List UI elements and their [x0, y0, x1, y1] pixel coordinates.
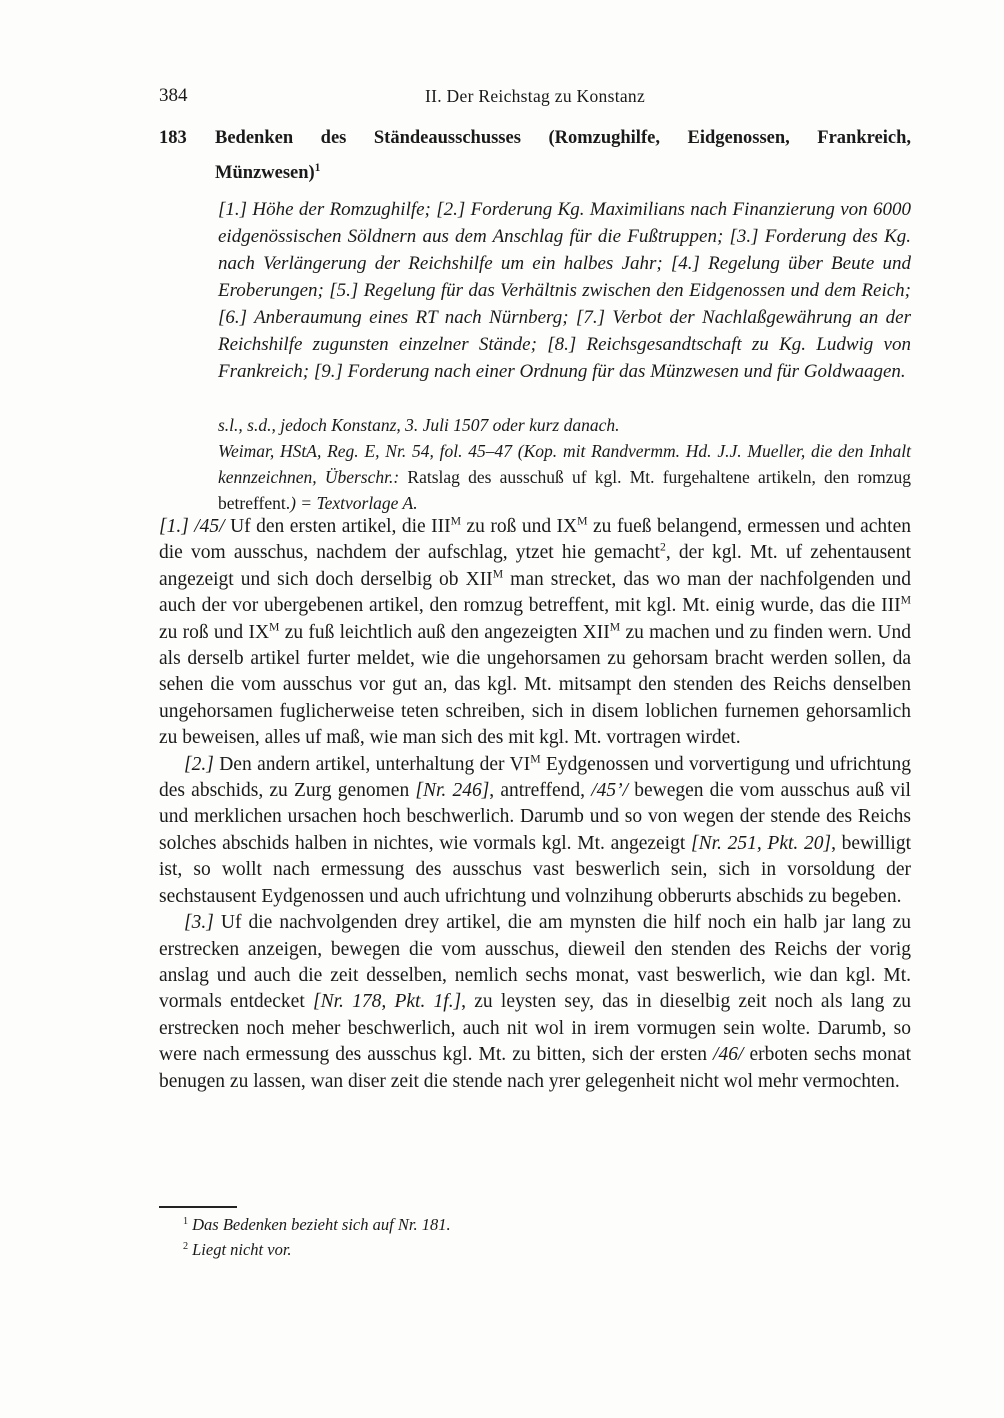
text-run: bewegen die vom ausschus auß vil und merklichen ursachen hoch beschwerlich. Darumb und so von wegen der stende des Reichs solches abschids halben in nichtes, wie vormals kgl. Mt. angezeigt — [159, 780, 911, 854]
text-run: [2.] — [184, 753, 220, 775]
source-note — [218, 412, 911, 516]
article-number: 183 — [159, 128, 187, 148]
text-run: [Nr. 251, Pkt. 20] — [690, 832, 832, 854]
superscript-run: M — [492, 567, 504, 581]
text-run: Uf die nachvolgenden drey artikel, die am mynsten die hilf noch ein halb jar lang zu erstrecken anzeigen, bewegen die vom ausschus, dieweil den stenden des Reichs der vorig anslag und auch die zeit desselben, nemlich sechs monat, vast beswerlich, wie dan kgl. Mt. vormals entdecket — [159, 912, 911, 1013]
article-heading — [159, 123, 911, 188]
superscript-run: M — [609, 620, 621, 634]
source-para2 — [218, 438, 911, 516]
text-run: zu machen und zu finden wern. Und als derselb artikel furter meldet, wie die ungehorsamen zu gehorsam bracht werden sollen, da sehen die vom ausschus vor gut an, das kgl. Mt. mitsampt den stenden des Reichs denselben ungehorsamen fuglicherweise teten schreiben, sich in disem loblichen furnemen gehorsamlich zu beweisen, alles uf maß, wie man sich des mit kgl. Mt. vortragen wirdet. — [159, 621, 911, 749]
text-run: , antreffend, — [489, 780, 592, 802]
source-line1: s.l., s.d., jedoch Konstanz, 3. Juli 1507 oder kurz danach. — [218, 415, 620, 435]
text-run: man strecket, das wo man der nachfolgenden und auch der vor ubergebenen artikel, den romzug betreffent, mit kgl. Mt. einig wurde, das die III — [159, 568, 911, 617]
article-title-line2 — [215, 153, 911, 188]
text-run: /46/ — [713, 1044, 750, 1066]
text-run: , der kgl. Mt. uf zehentausent angezeigt und sich doch derselbig ob XII — [159, 542, 911, 590]
text-run: Den andern artikel, unterhaltung der VI — [219, 753, 531, 775]
footnote-item — [159, 1212, 911, 1237]
text-run: Weimar, HStA, Reg. E, Nr. 54, fol. 45–47 (Kop. mit Randvermm. Hd. J.J. Mueller, die den Inhalt kennzeichnen, Überschr.: — [218, 441, 911, 487]
text-run: zu fueß belangend, ermessen und achten die vom ausschus, nachdem der aufschlag, ytzet hie gemacht — [159, 516, 912, 564]
footnote-separator-rule — [159, 1206, 237, 1208]
superscript-run: M — [900, 593, 911, 607]
running-title: II. Der Reichstag zu Konstanz — [424, 86, 646, 106]
superscript-run: M — [530, 752, 541, 766]
heading-footnote-marker: 1 — [314, 162, 321, 174]
text-run: zu fuß leichtlich auß den angezeigten XII — [279, 621, 610, 643]
footnote-text: Liegt nicht vor. — [192, 1240, 292, 1259]
text-run: , bewilligt ist, so wollt nach ermessung des ausschus vast beswerlich sein, sich in vorsoldung der sechstausent Eydgenossen und auch ufrichtung und volnzihung obberurts abschids zu begeben. — [159, 832, 911, 907]
footnote-text: Das Bedenken bezieht sich auf Nr. 181. — [192, 1215, 451, 1234]
text-run: zu roß und IX — [461, 516, 578, 537]
article-title-line1: Bedenken des Ständeausschusses (Romzughilfe, Eidgenossen, Frankreich, — [215, 128, 911, 148]
text-run: [3.] — [184, 912, 221, 934]
text-run: [Nr. 178, Pkt. 1f.] — [312, 991, 462, 1013]
body-paragraph — [159, 910, 911, 1095]
superscript-run: M — [577, 514, 588, 528]
article-title-line2-text: Münzwesen) — [215, 163, 315, 184]
article-title — [215, 123, 911, 188]
footnote-item — [159, 1237, 911, 1262]
text-run: , zu leysten sey, das in dieselbig zeit noch als lang zu erstrecken noch meher beschwerlich, auch nit wol in irem vormugen sein wolte. Darumb, so were nach ermessung des ausschus kgl. Mt. zu bitten, sich der ersten — [159, 991, 912, 1066]
text-run: /45’/ — [591, 780, 635, 802]
text-run: Uf den ersten artikel, die III — [230, 516, 451, 537]
superscript-run: M — [269, 620, 280, 634]
page-number: 384 — [159, 85, 188, 106]
footnotes — [159, 1212, 911, 1262]
text-run: ) = Textvorlage A. — [290, 493, 418, 513]
superscript-run: 2 — [659, 540, 666, 554]
body-paragraph — [159, 752, 911, 910]
text-run: [Nr. 246] — [415, 780, 490, 802]
body-paragraph — [159, 514, 911, 752]
footnote-marker: 2 — [183, 1240, 189, 1252]
summary-paragraph: [1.] Höhe der Romzughilfe; [2.] Forderung Kg. Maximilians nach Finanzierung von 6000 eidgenössischen Söldnern aus dem Anschlag für die Fußtruppen; [3.] Forderung des Kg. nach Verlängerung der Reichshilfe um ein halbes Jahr; [4.] Regelung über Beute und Eroberungen; [5.] Regelung für das Verhältnis zwischen den Eidgenossen und dem Reich; [6.] Anberaumung eines RT nach Nürnberg; [7.] Verbot der Nachlaßgewährung an der Reichshilfe zugunsten einzelner Stände; [8.] Reichsgesandtschaft zu Kg. Ludwig von Frankreich; [9.] Forderung nach einer Ordnung für das Münzwesen und für Goldwaagen. — [218, 199, 911, 382]
body-text — [159, 514, 911, 1095]
text-run: Eydgenossen und vorvertigung und ufrichtung des abschids, zu Zurg genomen — [159, 753, 912, 802]
text-run: [1.] /45/ — [159, 516, 231, 537]
text-run: Ratslag des ausschuß uf kgl. Mt. furgehaltene artikeln, den romzug betreffent. — [218, 467, 911, 513]
superscript-run: M — [450, 514, 462, 528]
text-run: zu roß und IX — [159, 621, 270, 643]
text-run: erboten sechs monat benugen zu lassen, wan diser zeit die stende nach yrer gelegenheit nicht wol mehr vermochten. — [159, 1044, 911, 1092]
footnote-marker: 1 — [183, 1215, 189, 1227]
